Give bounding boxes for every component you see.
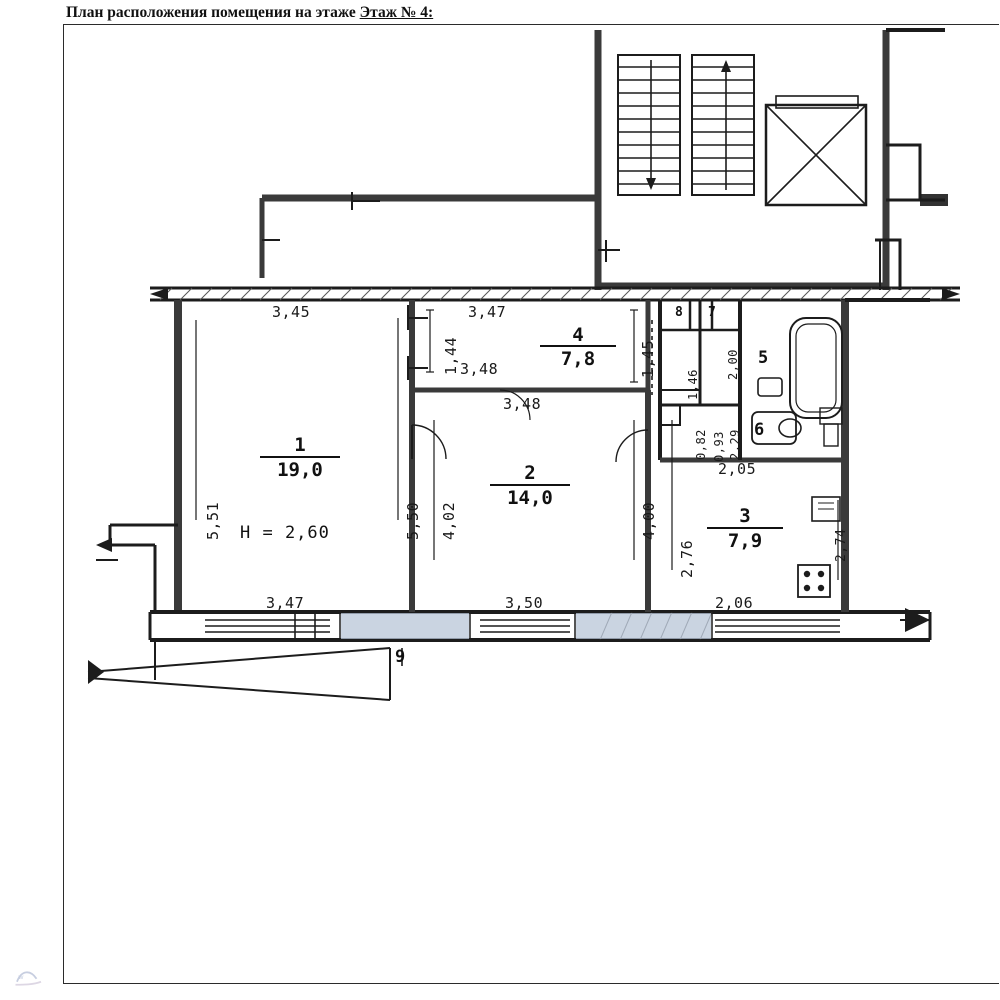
dim-room3-height: 2,76 bbox=[678, 539, 696, 578]
dim-room4-inner: 3,48 bbox=[460, 360, 499, 378]
dim-2-29: 2,29 bbox=[728, 429, 742, 460]
page-title-floor: Этаж № 4: bbox=[359, 4, 434, 21]
dim-0-93: 0,93 bbox=[712, 431, 726, 462]
page-border-bottom bbox=[63, 983, 999, 984]
dim-room2-top: 3,48 bbox=[503, 395, 542, 413]
dim-kitchen-width: 2,05 bbox=[718, 460, 757, 478]
svg-text:w: w bbox=[18, 973, 24, 981]
dim-top-room4-left: 3,47 bbox=[468, 303, 507, 321]
dim-room2-right-height: 4,00 bbox=[640, 501, 658, 540]
dim-left-height: 5,51 bbox=[204, 501, 222, 540]
room-number-1: 1 bbox=[294, 434, 306, 456]
watermark-icon bbox=[14, 962, 44, 988]
room-number-2: 2 bbox=[524, 462, 536, 484]
dim-room2-left-height: 4,02 bbox=[440, 501, 458, 540]
room-area-4: 7,8 bbox=[540, 345, 616, 370]
dim-bottom-room2: 3,50 bbox=[505, 594, 544, 612]
dim-bottom-room1: 3,47 bbox=[266, 594, 305, 612]
dim-bath-width: 1,45 bbox=[639, 339, 657, 378]
dim-bottom-room3: 2,06 bbox=[715, 594, 754, 612]
page-title-text: План расположения помещения на этаже bbox=[66, 4, 356, 21]
dim-2-74: 2,74 bbox=[834, 528, 849, 562]
room-number-5: 5 bbox=[758, 348, 769, 368]
room-number-7: 7 bbox=[708, 305, 716, 320]
room-area-2: 14,0 bbox=[490, 484, 570, 509]
ceiling-height-note: H = 2,60 bbox=[240, 523, 330, 543]
dim-0-82: 0,82 bbox=[694, 429, 708, 460]
page-title bbox=[66, 4, 433, 22]
room-area-1: 19,0 bbox=[260, 456, 340, 481]
dim-corridor-width: 1,44 bbox=[442, 336, 460, 375]
room-number-6: 6 bbox=[754, 420, 765, 440]
room-number-8: 8 bbox=[675, 305, 683, 320]
room-number-9: 9 bbox=[395, 647, 406, 667]
dim-1-46: 1,46 bbox=[686, 369, 700, 400]
room-area-3: 7,9 bbox=[707, 527, 783, 552]
room-number-3: 3 bbox=[739, 505, 751, 527]
room-number-4: 4 bbox=[572, 324, 584, 346]
dim-top-room1: 3,45 bbox=[272, 303, 311, 321]
dim-room1-right-height: 5,50 bbox=[404, 501, 422, 540]
dim-2-00: 2,00 bbox=[726, 349, 740, 380]
